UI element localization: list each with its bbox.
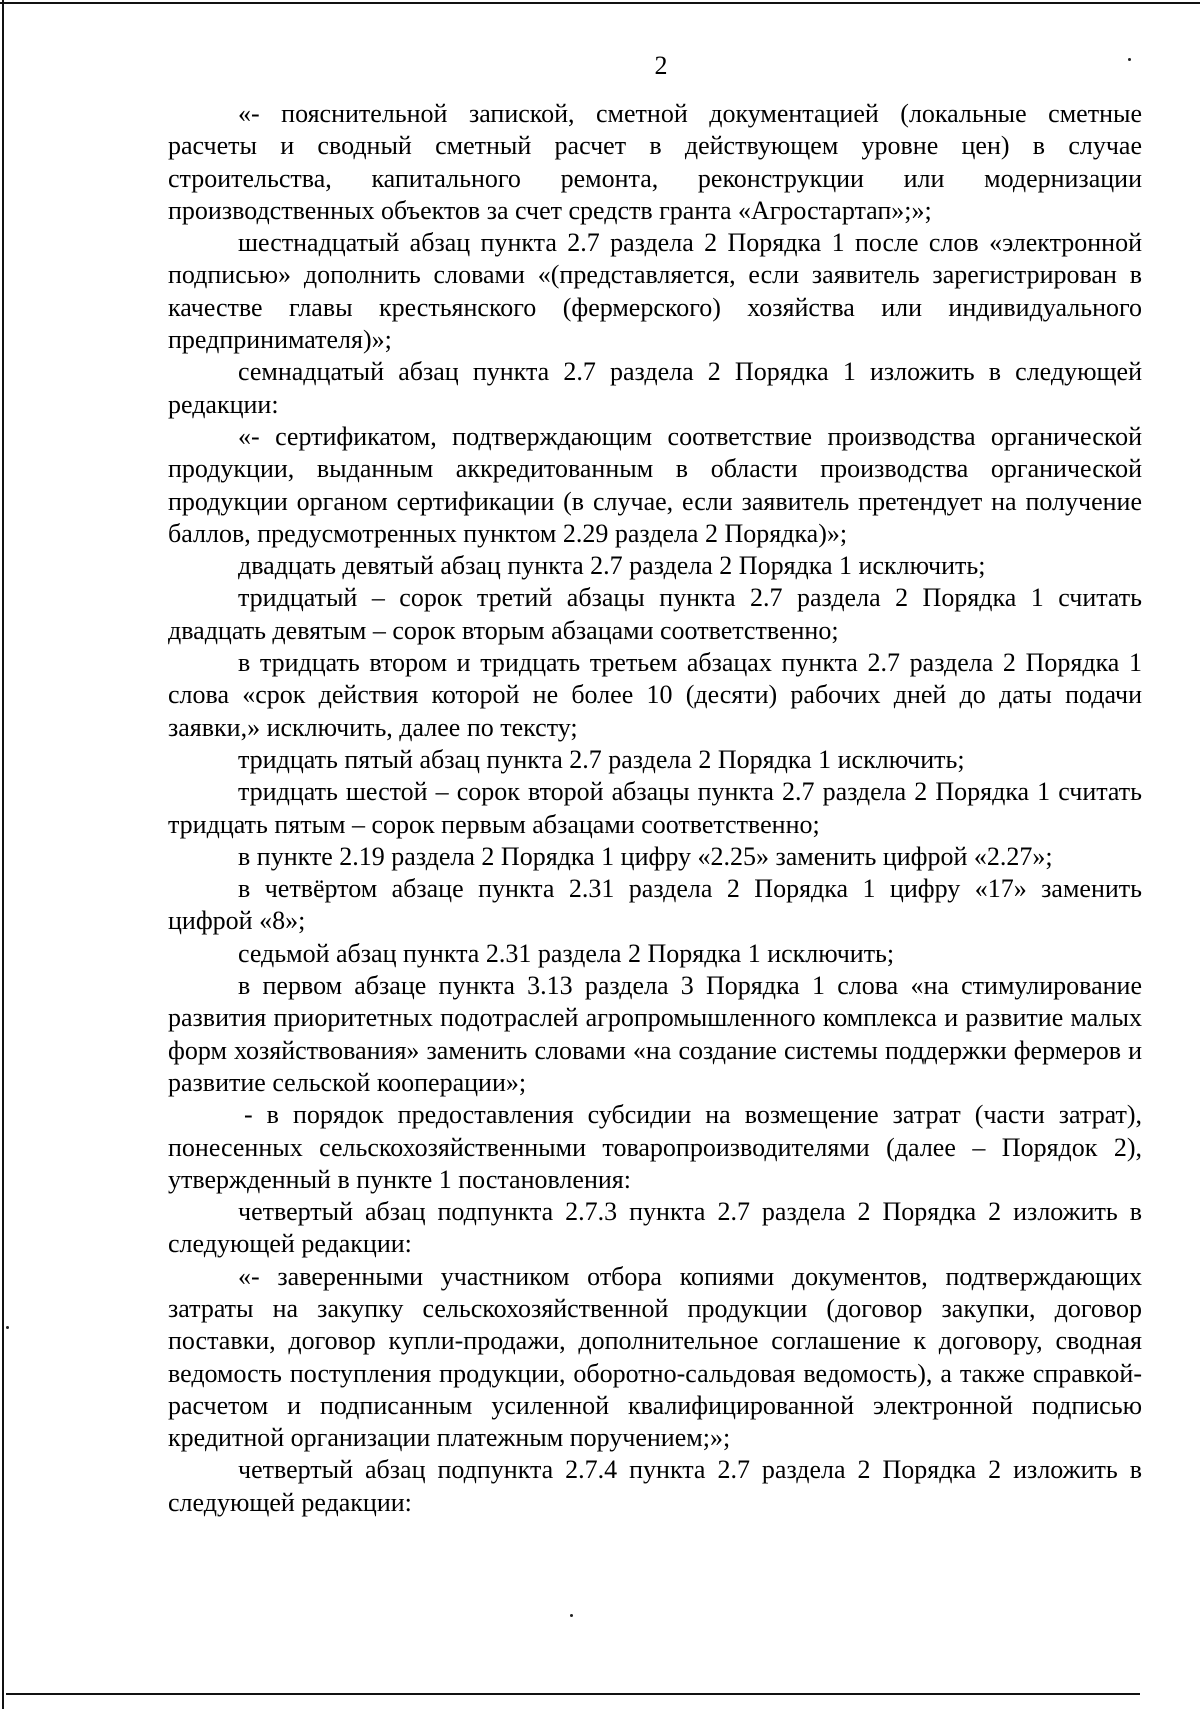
scan-speck	[6, 1326, 9, 1329]
paragraph: двадцать девятый абзац пункта 2.7 раздела 2 Порядка 1 исключить;	[238, 551, 986, 581]
paragraph: седьмой абзац пункта 2.31 раздела 2 Порядка 1 исключить;	[238, 938, 895, 968]
paragraph: в тридцать втором и тридцать третьем абзацах пункта 2.7 раздела 2 Порядка 1 слова «срок действия которой не более 10 (десяти) рабочих дней до даты подачи заявки,» исключить, далее по тексту;	[168, 648, 1142, 742]
scan-border-left	[2, 0, 4, 1709]
paragraph: «- сертификатом, подтверждающим соответствие производства органической продукции, выданным аккредитованным в области производства органической продукции органом сертификации (в случае, если заявитель претендует на получение баллов, предусмотренных пунктом 2.29 раздела 2 Порядка)»;	[168, 421, 1142, 548]
paragraph: тридцать пятый абзац пункта 2.7 раздела 2 Порядка 1 исключить;	[238, 744, 965, 774]
page-number: 2	[654, 51, 668, 80]
paragraph: - в порядок предоставления субсидии на возмещение затрат (части затрат), понесенных сельскохозяйственными товаропроизводителями (далее – Порядок 2), утвержденный в пункте 1 постановления:	[168, 1100, 1142, 1194]
scan-speck	[570, 1614, 573, 1617]
paragraph: тридцать шестой – сорок второй абзацы пункта 2.7 раздела 2 Порядка 1 считать тридцать пятым – сорок первым абзацами соответственно;	[168, 777, 1142, 839]
scan-border-top	[0, 2, 1200, 4]
paragraph: в четвёртом абзаце пункта 2.31 раздела 2 Порядка 1 цифру «17» заменить цифрой «8»;	[168, 874, 1142, 936]
paragraph: четвертый абзац подпункта 2.7.3 пункта 2.7 раздела 2 Порядка 2 изложить в следующей редакции:	[168, 1197, 1142, 1259]
document-page	[168, 52, 1142, 1519]
scan-border-bottom	[6, 1693, 1140, 1695]
paragraph: в пункте 2.19 раздела 2 Порядка 1 цифру «2.25» заменить цифрой «2.27»;	[238, 841, 1053, 871]
paragraph: семнадцатый абзац пункта 2.7 раздела 2 Порядка 1 изложить в следующей редакции:	[168, 357, 1142, 419]
paragraph: «- пояснительной запиской, сметной документацией (локальные сметные расчеты и сводный сметный расчет в действующем уровне цен) в случае строительства, капитального ремонта, реконструкции или модернизации производственных объектов за счет средств гранта «Агростартап»;»;	[168, 99, 1142, 225]
paragraph: тридцатый – сорок третий абзацы пункта 2.7 раздела 2 Порядка 1 считать двадцать девятым – сорок вторым абзацами соответственно;	[168, 583, 1142, 645]
paragraph: «- заверенными участником отбора копиями документов, подтверждающих затраты на закупку сельскохозяйственной продукции (договор закупки, договор поставки, договор купли-продажи, дополнительное соглашение к договору, сводная ведомость поступления продукции, оборотно-сальдовая ведомость), а также справкой-расчетом и подписанным усиленной квалифицированной электронной подписью кредитной организации платежным поручением;»;	[168, 1261, 1142, 1453]
paragraph: шестнадцатый абзац пункта 2.7 раздела 2 Порядка 1 после слов «электронной подписью» дополнить словами «(представляется, если заявитель зарегистрирован в качестве главы крестьянского (фермерского) хозяйства или индивидуального предпринимателя)»;	[168, 228, 1142, 355]
paragraph: четвертый абзац подпункта 2.7.4 пункта 2.7 раздела 2 Порядка 2 изложить в следующей редакции:	[168, 1455, 1142, 1517]
paragraph: в первом абзаце пункта 3.13 раздела 3 Порядка 1 слова «на стимулирование развития приоритетных подотраслей агропромышленного комплекса и развитие малых форм хозяйствования» заменить словами «на создание системы поддержки фермеров и развитие сельской кооперации»;	[168, 971, 1142, 1097]
